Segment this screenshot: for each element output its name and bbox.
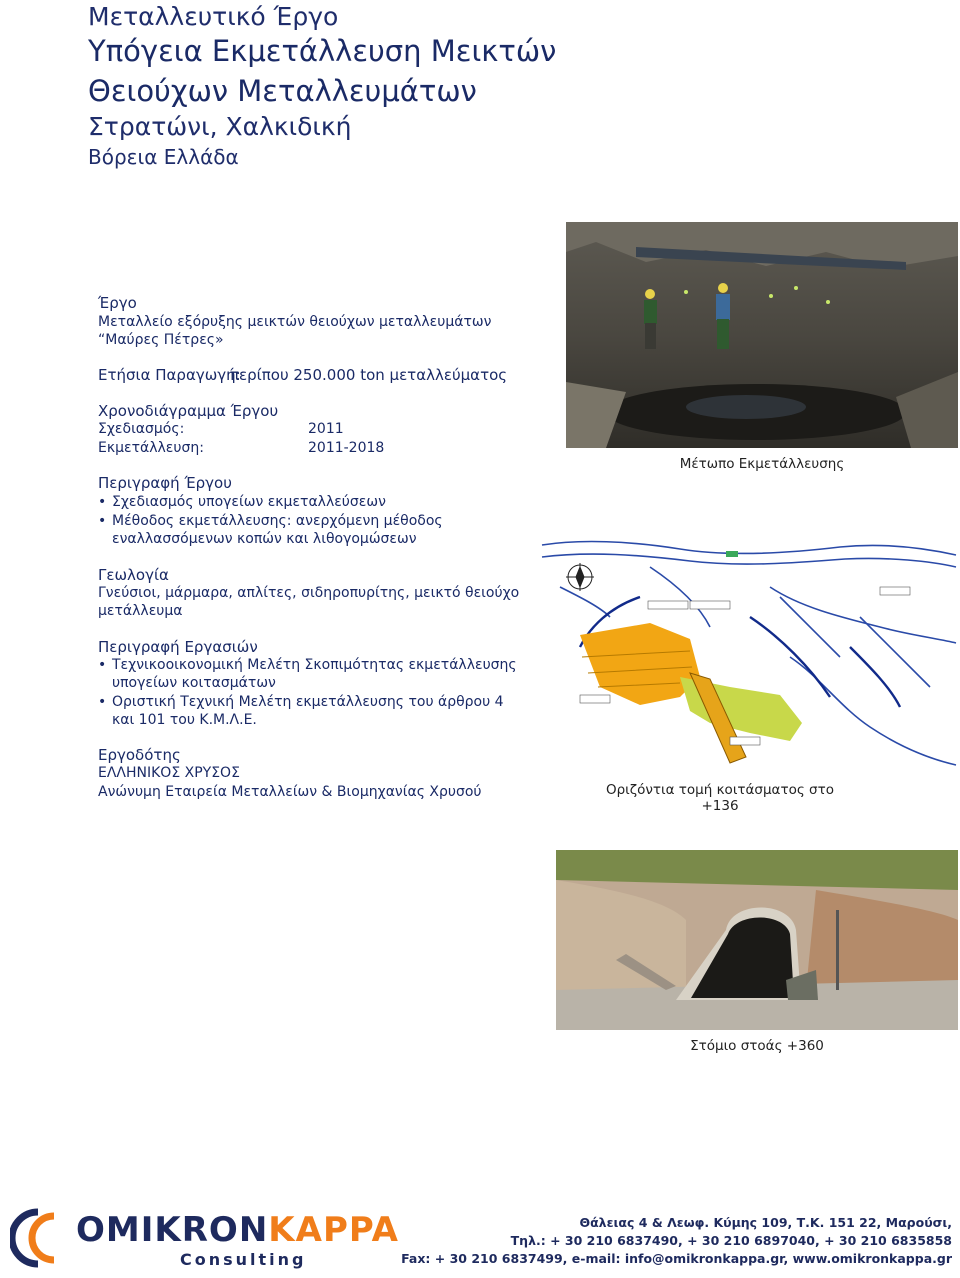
production-value: περίπου 250.000 ton μεταλλεύματος xyxy=(230,366,508,384)
logo-text-part1: OMIKRON xyxy=(76,1210,269,1250)
schedule-value-exploitation: 2011-2018 xyxy=(308,440,385,456)
production-label: Ετήσια Παραγωγή: xyxy=(98,366,241,384)
description-item-text: Σχεδιασμός υπογείων εκμεταλλεύσεων xyxy=(112,494,386,510)
client-line2: Ανώνυμη Εταιρεία Μεταλλείων & Βιομηχανίας Χρυσού xyxy=(98,784,482,800)
works-item-text: Οριστική Τεχνική Μελέτη εκμετάλλευσης του άρθρου 4 xyxy=(112,694,504,710)
description-item: • Σχεδιασμός υπογείων εκμεταλλεύσεων xyxy=(98,494,386,510)
description-heading: Περιγραφή Έργου xyxy=(98,474,232,492)
contact-fax-email: Fax: + 30 210 6837499, e-mail: info@omikronkappa.gr, www.omikronkappa.gr xyxy=(401,1251,952,1266)
project-line2: “Μαύρες Πέτρες» xyxy=(98,332,224,348)
document-kicker: Μεταλλευτικό Έργο xyxy=(88,2,339,31)
description-item: • Μέθοδος εκμετάλλευσης: ανερχόμενη μέθοδος xyxy=(98,513,443,529)
section-map-drawing xyxy=(540,527,958,777)
contact-address: Θάλειας 4 & Λεωφ. Κύμης 109, Τ.Κ. 151 22, Μαρούσι, xyxy=(579,1215,952,1230)
project-line1: Μεταλλείο εξόρυξης μεικτών θειούχων μεταλλευμάτων xyxy=(98,314,492,330)
client-heading: Εργοδότης xyxy=(98,746,181,764)
geology-line1: Γνεύσιοι, μάρμαρα, απλίτες, σιδηροπυρίτης, μεικτό θειούχο xyxy=(98,585,520,601)
contact-block xyxy=(401,1214,952,1268)
works-item-text: Τεχνικοοικονομική Μελέτη Σκοπιμότητας εκμετάλλευσης xyxy=(112,657,517,673)
schedule-label-design: Σχεδιασμός: xyxy=(98,421,185,437)
schedule-heading: Χρονοδιάγραμμα Έργου xyxy=(98,402,279,420)
mining-face-image xyxy=(566,222,958,448)
works-item: • Τεχνικοοικονομική Μελέτη Σκοπιμότητας εκμετάλλευσης xyxy=(98,657,517,673)
section-map-caption: Οριζόντια τομή κοιτάσματος στο +136 xyxy=(605,782,835,814)
mining-face-caption: Μέτωπο Εκμετάλλευσης xyxy=(679,456,845,472)
geology-line2: μετάλλευμα xyxy=(98,603,183,619)
horizontal-section-map xyxy=(540,527,958,777)
description-item-text: Μέθοδος εκμετάλλευσης: ανερχόμενη μέθοδος xyxy=(112,513,443,529)
document-title-line2: Θειούχων Μεταλλευμάτων xyxy=(88,74,477,108)
tunnel-portal-image xyxy=(556,850,958,1030)
project-heading: Έργο xyxy=(98,294,137,312)
tunnel-portal-caption: Στόμιο στοάς +360 xyxy=(690,1038,824,1054)
schedule-label-exploitation: Εκμετάλλευση: xyxy=(98,440,204,456)
works-item-continued: υπογείων κοιτασμάτων xyxy=(112,675,276,691)
tunnel-portal-photo xyxy=(556,850,958,1030)
schedule-value-design: 2011 xyxy=(308,421,344,437)
works-heading: Περιγραφή Εργασιών xyxy=(98,638,258,656)
logo-subtitle: Consulting xyxy=(180,1250,307,1269)
company-logo xyxy=(10,1206,410,1270)
logo-mark-icon xyxy=(10,1206,70,1270)
location-line1: Στρατώνι, Χαλκιδική xyxy=(88,112,352,141)
location-line2: Βόρεια Ελλάδα xyxy=(88,145,239,169)
contact-phones: Τηλ.: + 30 210 6837490, + 30 210 6897040, + 30 210 6835858 xyxy=(510,1233,952,1248)
mining-face-photo xyxy=(566,222,958,448)
document-title-line1: Υπόγεια Εκμετάλλευση Μεικτών xyxy=(88,34,557,68)
logo-text-part2: KAPPA xyxy=(268,1210,399,1250)
works-item-continued: και 101 του Κ.Μ.Λ.Ε. xyxy=(112,712,257,728)
client-line1: ΕΛΛΗΝΙΚΟΣ ΧΡΥΣΟΣ xyxy=(98,765,240,781)
description-item-continued: εναλλασσόμενων κοπών και λιθογομώσεων xyxy=(112,531,417,547)
works-item: • Οριστική Τεχνική Μελέτη εκμετάλλευσης του άρθρου 4 xyxy=(98,694,504,710)
geology-heading: Γεωλογία xyxy=(98,566,169,584)
